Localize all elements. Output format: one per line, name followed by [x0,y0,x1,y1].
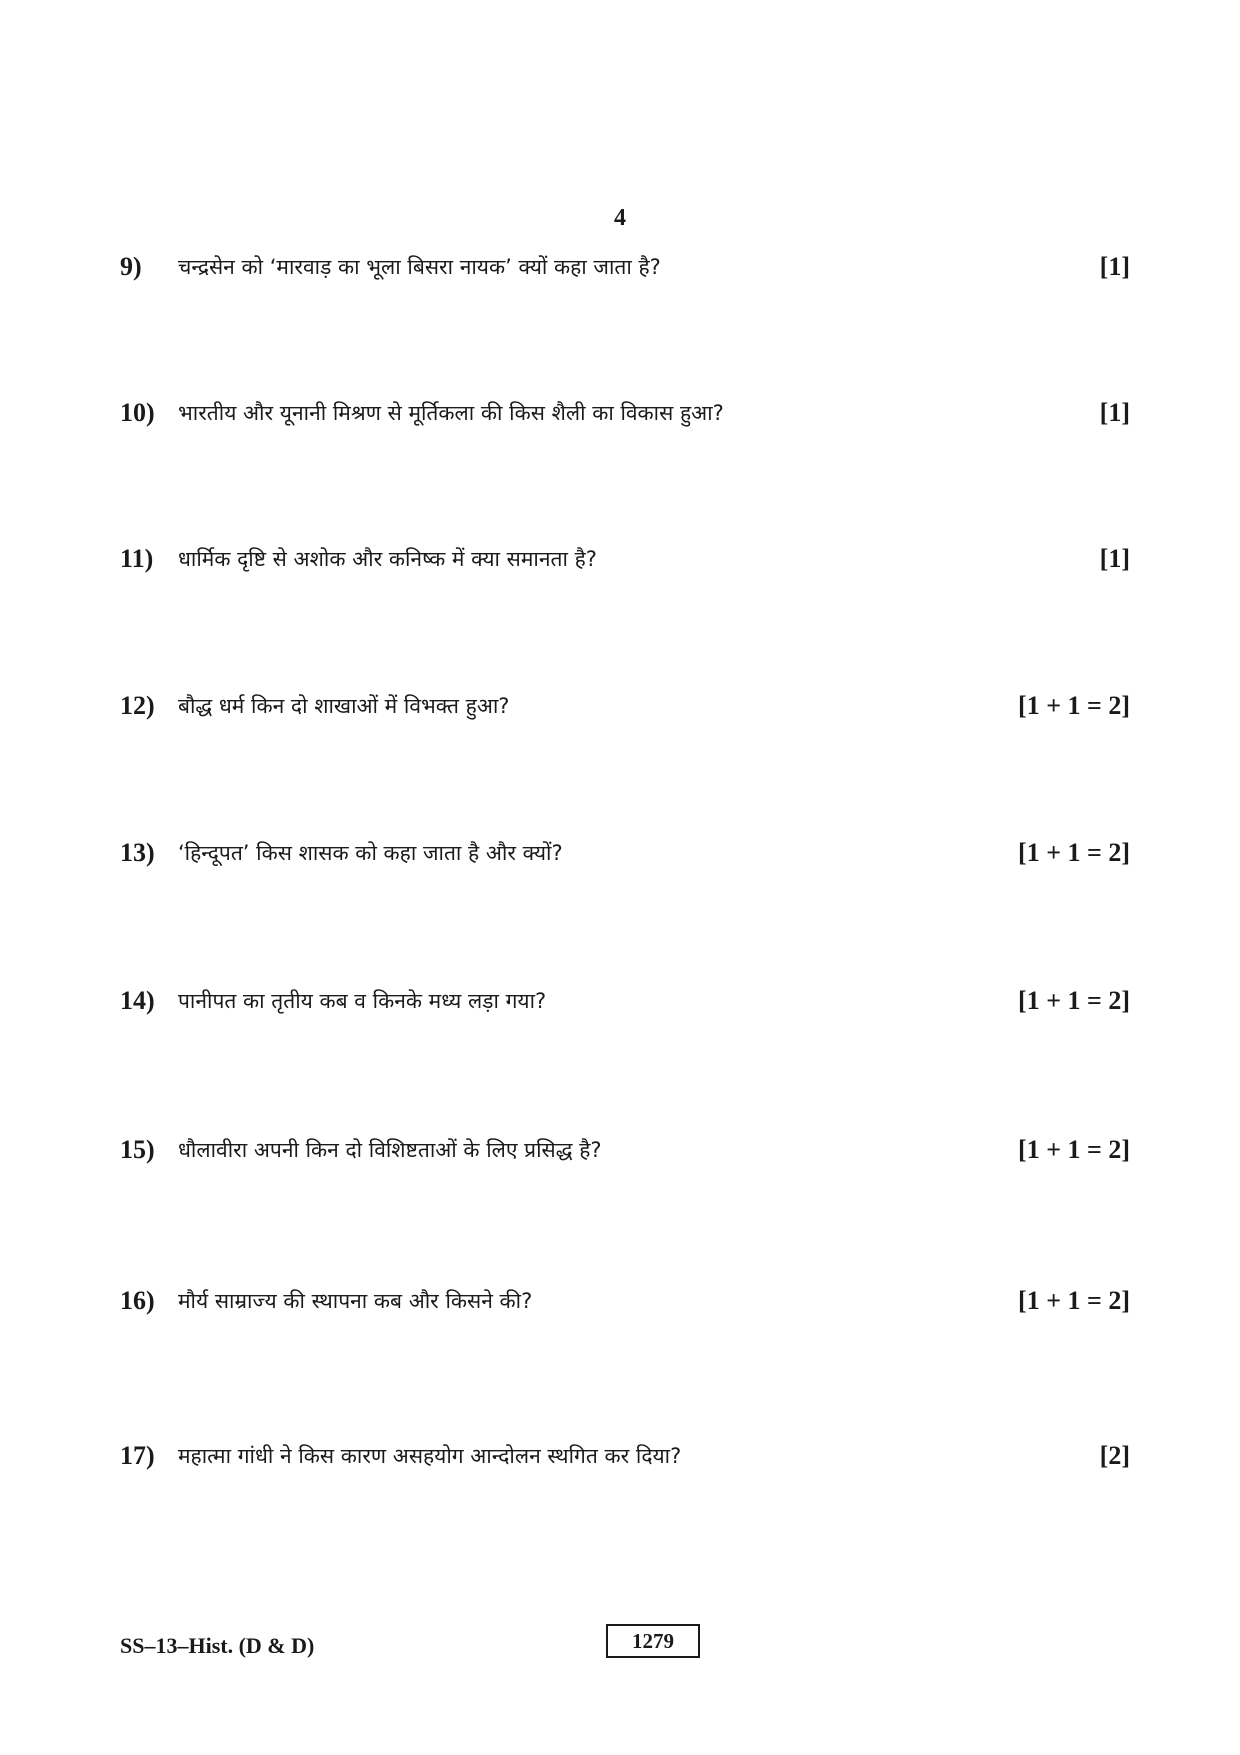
question-marks: [1 + 1 = 2] [1018,691,1130,720]
question-11 [120,539,1130,579]
question-text: भारतीय और यूनानी मिश्रण से मूर्तिकला की किस शैली का विकास हुआ? [178,401,724,425]
page-number: 4 [614,205,626,231]
question-marks: [1 + 1 = 2] [1018,1135,1130,1164]
question-17 [120,1436,1130,1476]
question-text: बौद्ध धर्म किन दो शाखाओं में विभक्त हुआ? [178,694,510,718]
question-number: 11) [120,544,154,573]
question-marks: [2] [1099,1441,1130,1470]
question-9 [120,247,1130,287]
question-marks: [1 + 1 = 2] [1018,838,1130,867]
question-number: 9) [120,252,142,281]
question-14 [120,981,1130,1021]
question-number: 10) [120,398,155,427]
question-text: चन्द्रसेन को ‘मारवाड़ का भूला बिसरा नायक’ क्यों कहा जाता है? [178,255,661,279]
paper-code: SS–13–Hist. (D & D) [120,1633,315,1658]
question-text: ‘हिन्दूपत’ किस शासक को कहा जाता है और क्यों? [178,841,563,865]
question-12 [120,686,1130,726]
question-text: धौलावीरा अपनी किन दो विशिष्टताओं के लिए प्रसिद्ध है? [178,1138,602,1162]
question-text: धार्मिक दृष्टि से अशोक और कनिष्क में क्या समानता है? [178,547,597,571]
question-number: 12) [120,691,155,720]
question-marks: [1] [1099,398,1130,427]
question-16 [120,1281,1130,1321]
question-marks: [1 + 1 = 2] [1018,986,1130,1015]
question-number: 17) [120,1441,155,1470]
question-text: पानीपत का तृतीय कब व किनके मध्य लड़ा गया? [178,989,547,1013]
page-code-box: 1279 [606,1624,700,1658]
question-text: मौर्य साम्राज्य की स्थापना कब और किसने की? [178,1289,533,1313]
question-number: 15) [120,1135,155,1164]
question-13 [120,833,1130,873]
question-marks: [1] [1099,544,1130,573]
question-number: 13) [120,838,155,867]
question-number: 14) [120,986,155,1015]
question-marks: [1] [1099,252,1130,281]
question-marks: [1 + 1 = 2] [1018,1286,1130,1315]
question-number: 16) [120,1286,155,1315]
question-text: महात्मा गांधी ने किस कारण असहयोग आन्दोलन स्थगित कर दिया? [178,1444,682,1468]
question-15 [120,1130,1130,1170]
question-10 [120,393,1130,433]
